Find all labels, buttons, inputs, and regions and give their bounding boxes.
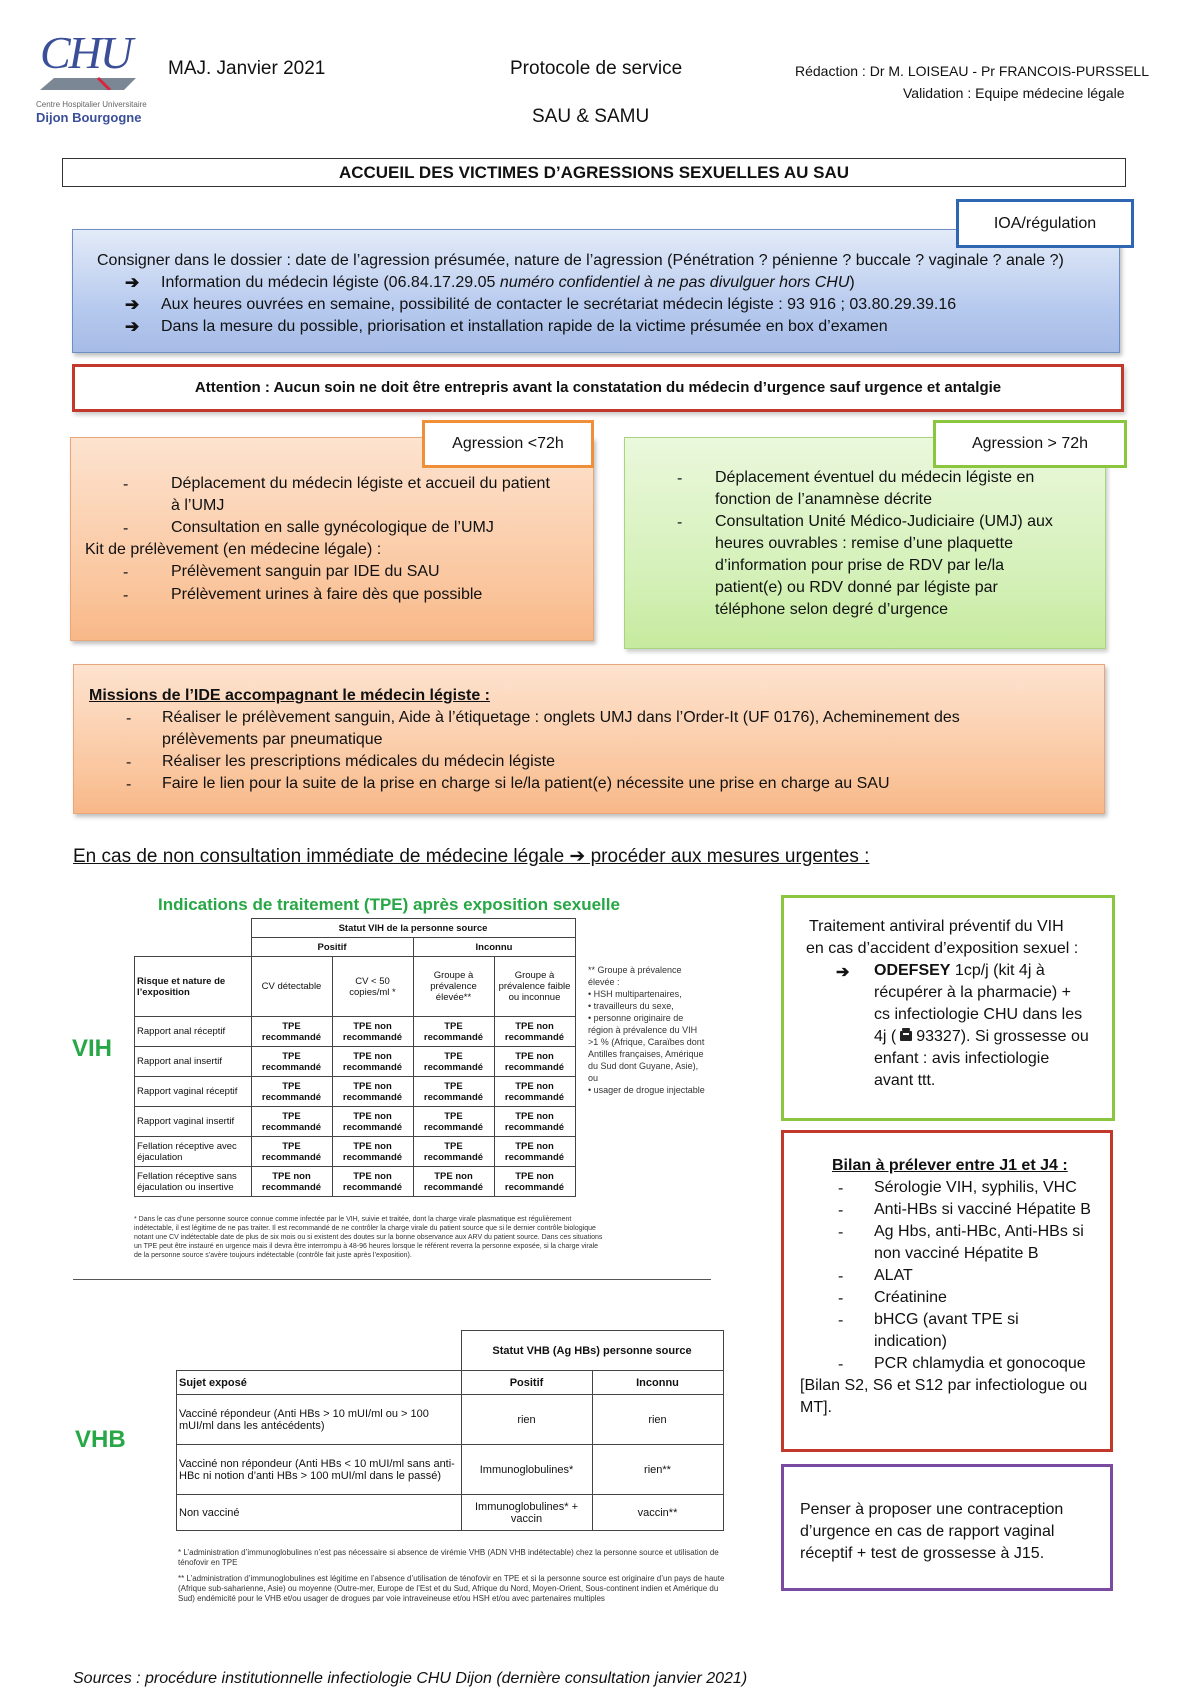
vhb-cell: Immunoglobulines* + vaccin [461, 1495, 592, 1531]
blank-cell [177, 1331, 462, 1371]
attention-banner: Attention : Aucun soin ne doit être entrepris avant la constatation du médecin d’urgence sauf urgence et antalgie [72, 364, 1124, 412]
blank-cell [135, 938, 252, 957]
dash: - [126, 776, 132, 793]
logo-roof-icon [40, 76, 140, 90]
document-title: ACCUEIL DES VICTIMES D’AGRESSIONS SEXUELLES AU SAU [62, 158, 1126, 187]
logo-text: CHU [40, 27, 132, 78]
vih-cell: TPE non recommandé [494, 1017, 575, 1047]
missions-title: Missions de l’IDE accompagnant le médecin légiste : [89, 687, 490, 704]
table-row [177, 1395, 724, 1445]
vih-label: VIH [72, 1035, 113, 1062]
lt72-kit: Kit de prélèvement (en médecine légale) : [85, 541, 382, 558]
tag-less-72h: Agression <72h [422, 420, 594, 468]
dash: - [126, 754, 132, 771]
table-row [135, 1137, 576, 1167]
vih-cell: TPE recommandé [251, 1017, 332, 1047]
vhb-inconnu-header: Inconnu [592, 1371, 723, 1395]
vih-cell: TPE non recommandé [332, 1017, 413, 1047]
ioa-intro: Consigner dans le dossier : date de l’agression présumée, nature de l’agression (Pénétration ? pénienne ? buccale ? vaginale ? anale ?) [97, 252, 1064, 269]
ioa-tag: IOA/régulation [956, 199, 1134, 248]
gt72-line-1b: fonction de l’anamnèse décrite [715, 491, 933, 508]
dash: - [838, 1312, 844, 1329]
vih-cell: TPE non recommandé [332, 1167, 413, 1197]
table-row [135, 1017, 576, 1047]
lt72-line-4: Prélèvement urines à faire dès que possible [171, 586, 483, 603]
vih-cell: TPE recommandé [251, 1077, 332, 1107]
logo-subtitle: Centre Hospitalier Universitaire [36, 100, 147, 109]
dash: - [677, 470, 683, 487]
tav-line-6a: 4j ( [874, 1028, 897, 1045]
service-label: SAU & SAMU [532, 106, 650, 127]
dash: - [126, 710, 132, 727]
vih-cell: TPE non recommandé [332, 1047, 413, 1077]
bilan-item: PCR chlamydia et gonocoque [874, 1355, 1086, 1372]
list-item: • travailleurs du sexe, [588, 1001, 674, 1011]
arrow-icon: ➔ [125, 295, 140, 314]
dash: - [838, 1180, 844, 1197]
table-row [177, 1445, 724, 1495]
high-prevalence-title: ** Groupe à prévalence élevée : [588, 965, 682, 987]
vih-cell: TPE non recommandé [332, 1077, 413, 1107]
list-item: • HSH multipartenaires, [588, 989, 682, 999]
dash: - [838, 1202, 844, 1219]
vih-status-header: Statut VIH de la personne source [251, 919, 575, 938]
mission-3: Faire le lien pour la suite de la prise en charge si le/la patient(e) nécessite une prise en charge au SAU [162, 775, 890, 792]
tav-line-5: cs infectiologie CHU dans les [874, 1006, 1083, 1023]
ioa-item-3: Dans la mesure du possible, priorisation et installation rapide de la victime présumée en box d’examen [161, 318, 888, 335]
bilan-item: indication) [874, 1333, 947, 1350]
vih-cell: TPE recommandé [413, 1077, 494, 1107]
vih-cell: TPE non recommandé [332, 1137, 413, 1167]
vih-cell: TPE non recommandé [251, 1167, 332, 1197]
vhb-cell: vaccin** [592, 1495, 723, 1531]
lt72-line-1a: Déplacement du médecin légiste et accueil du patient [171, 475, 550, 492]
phone-icon [899, 1028, 913, 1042]
chu-logo [34, 26, 146, 126]
tav-line-2: en cas d’accident d’exposition sexuel : [806, 940, 1079, 957]
lt72-line-1b: à l’UMJ [171, 497, 225, 514]
dash: - [838, 1224, 844, 1241]
gt72-line-1a: Déplacement éventuel du médecin légiste en [715, 469, 1035, 486]
vhb-row-label: Vacciné non répondeur (Anti HBs < 10 mUI/ml sans anti-HBc ni notion d’anti HBs > 100 mUI/ml dans le passé) [177, 1445, 462, 1495]
dash: - [123, 564, 129, 581]
list-item-text: usager de drogue injectable [593, 1085, 705, 1095]
dash: - [838, 1268, 844, 1285]
ioa-item-1-end: ) [849, 274, 855, 291]
vih-cell: TPE recommandé [251, 1137, 332, 1167]
missions-box [73, 664, 1105, 814]
vhb-footnote-2: ** L’administration d’immunoglobulines est légitime en l’absence d’utilisation de ténofovir en TPE et si la personne source est originaire d’un pays de haute (Afrique sub-saharienne, Asie) ou moyenne (Outre-mer, Europe de l’Est et du Sud, Afrique du Nord, Moyen-Orient, Sous-continent indien et Amérique du Sud) endémicité pour le VHB et/ou usager de drogues par voie intraveineuse et/ou HSH et/ou avec partenaires multiples [178, 1574, 725, 1603]
bilan-item: Ag Hbs, anti-HBc, Anti-HBs si [874, 1223, 1084, 1240]
arrow-icon: ➔ [836, 964, 850, 981]
mission-2: Réaliser les prescriptions médicales du médecin légiste [162, 753, 556, 770]
vhb-table [176, 1330, 724, 1531]
list-item-text: travailleurs du sexe, [593, 1001, 674, 1011]
vhb-cell: Immunoglobulines* [461, 1445, 592, 1495]
vih-col-header: CV < 50 copies/ml * [332, 957, 413, 1017]
vhb-status-header: Statut VHB (Ag HBs) personne source [461, 1331, 723, 1371]
vih-cell: TPE non recommandé [494, 1167, 575, 1197]
vih-cell: TPE recommandé [413, 1107, 494, 1137]
vhb-footnotes [178, 1548, 728, 1604]
validation-credit: Validation : Equipe médecine légale [903, 85, 1125, 101]
vih-row-label: Fellation réceptive avec éjaculation [135, 1137, 252, 1167]
vhb-cell: rien [461, 1395, 592, 1445]
vih-table [134, 918, 576, 1197]
tav-line-3-text: 1cp/j (kit 4j à [950, 962, 1045, 979]
bilan-item: Créatinine [874, 1289, 947, 1306]
vhb-cell: rien [592, 1395, 723, 1445]
bilan-footer-1: [Bilan S2, S6 et S12 par infectiologue ou [800, 1377, 1088, 1394]
vhb-row-label: Vacciné répondeur (Anti HBs > 10 mUI/ml ou > 100 mUI/ml dans les antécédents) [177, 1395, 462, 1445]
gt72-line-2b: heures ouvrables : remise d’une plaquette [715, 535, 1013, 552]
arrow-icon: ➔ [125, 273, 140, 292]
bilan-footer-2: MT]. [800, 1399, 832, 1416]
list-item-text: HSH multipartenaires, [593, 989, 682, 999]
table-row [177, 1495, 724, 1531]
list-item-text: personne originaire de région à prévalence du VIH >1 % (Afrique, Caraïbes dont Antilles françaises, Amérique du Sud dont Guyane, Asie), ou [588, 1013, 705, 1083]
gt72-line-2d: patient(e) ou RDV donné par légiste par [715, 579, 998, 596]
protocol-label: Protocole de service [510, 58, 683, 79]
vih-risk-header: Risque et nature de l’exposition [135, 957, 252, 1017]
mission-1a: Réaliser le prélèvement sanguin, Aide à l’étiquetage : onglets UMJ dans l’Order-It (UF 0176), Acheminement des [162, 709, 960, 726]
gt72-line-2a: Consultation Unité Médico-Judiciaire (UMJ) aux [715, 513, 1053, 530]
vih-cell: TPE recommandé [413, 1017, 494, 1047]
table-row [135, 1167, 576, 1197]
bilan-item: non vacciné Hépatite B [874, 1245, 1039, 1262]
bilan-item: bHCG (avant TPE si [874, 1311, 1019, 1328]
list-item: • usager de drogue injectable [588, 1085, 705, 1095]
vih-cell: TPE non recommandé [413, 1167, 494, 1197]
tav-line-8: avant ttt. [874, 1072, 936, 1089]
ioa-item-1-text: Information du médecin légiste (06.84.17.29.05 [161, 274, 500, 291]
contra-line-2: d’urgence en cas de rapport vaginal [800, 1523, 1055, 1540]
vih-col-header: Groupe à prévalence élevée** [413, 957, 494, 1017]
tav-line-4: récupérer à la pharmacie) + [874, 984, 1071, 1001]
gt72-line-2e: téléphone selon degré d’urgence [715, 601, 949, 618]
vhb-subject-header: Sujet exposé [177, 1371, 462, 1395]
bilan-item: Sérologie VIH, syphilis, VHC [874, 1179, 1077, 1196]
ioa-item-1-italic: numéro confidentiel à ne pas divulguer hors CHU [499, 274, 850, 291]
tav-line-3 [874, 962, 1045, 980]
blank-cell [135, 919, 252, 938]
table-row [135, 1047, 576, 1077]
dash: - [838, 1290, 844, 1307]
bilan-title: Bilan à prélever entre J1 et J4 : [832, 1157, 1068, 1174]
vih-cell: TPE non recommandé [494, 1137, 575, 1167]
dash: - [123, 520, 129, 537]
arrow-icon: ➔ [125, 317, 140, 336]
redaction-credit: Rédaction : Dr M. LOISEAU - Pr FRANCOIS-PURSSELL [795, 63, 1149, 79]
sources-note: Sources : procédure institutionnelle infectiologie CHU Dijon (dernière consultation janvier 2021) [73, 1670, 748, 1687]
urgent-measures-heading: En cas de non consultation immédiate de médecine légale ➔ procéder aux mesures urgentes : [73, 846, 870, 867]
vhb-label: VHB [75, 1426, 126, 1453]
lt72-line-2: Consultation en salle gynécologique de l’UMJ [171, 519, 494, 536]
dash: - [677, 514, 683, 531]
vih-row-label: Rapport anal réceptif [135, 1017, 252, 1047]
bilan-item: ALAT [874, 1267, 913, 1284]
vih-inconnu-header: Inconnu [413, 938, 575, 957]
contra-line-1: Penser à proposer une contraception [800, 1501, 1064, 1518]
vih-col-header: CV détectable [251, 957, 332, 1017]
vhb-cell: rien** [592, 1445, 723, 1495]
update-date: MAJ. Janvier 2021 [168, 58, 326, 79]
vih-cell: TPE recommandé [413, 1137, 494, 1167]
vih-cell: TPE non recommandé [494, 1047, 575, 1077]
vih-cell: TPE recommandé [251, 1047, 332, 1077]
high-prevalence-note [588, 964, 708, 1096]
dash: - [123, 476, 129, 493]
drug-name: ODEFSEY [874, 962, 951, 979]
box-more-72h [624, 437, 1106, 649]
vih-row-label: Rapport vaginal insertif [135, 1107, 252, 1137]
dash: - [838, 1356, 844, 1373]
vih-cell: TPE recommandé [251, 1107, 332, 1137]
antiviral-box [781, 895, 1115, 1121]
vih-cell: TPE non recommandé [332, 1107, 413, 1137]
lt72-line-3: Prélèvement sanguin par IDE du SAU [171, 563, 440, 580]
table-row [135, 1107, 576, 1137]
vih-row-label: Fellation réceptive sans éjaculation ou insertive [135, 1167, 252, 1197]
vhb-positif-header: Positif [461, 1371, 592, 1395]
vih-row-label: Rapport anal insertif [135, 1047, 252, 1077]
ioa-item-2: Aux heures ouvrées en semaine, possibilité de contacter le secrétariat médecin légiste : 93 916 ; 03.80.29.39.16 [161, 296, 957, 313]
tav-line-6 [874, 1028, 1089, 1046]
mission-1b: prélèvements par pneumatique [162, 731, 383, 748]
vih-cell: TPE recommandé [413, 1047, 494, 1077]
logo-city: Dijon Bourgogne [36, 110, 142, 125]
tav-line-7: enfant : avis infectiologie [874, 1050, 1050, 1067]
vhb-row-label: Non vacciné [177, 1495, 462, 1531]
vih-cell: TPE non recommandé [494, 1077, 575, 1107]
vih-table-title: Indications de traitement (TPE) après exposition sexuelle [158, 895, 620, 914]
bilan-item: Anti-HBs si vacciné Hépatite B [874, 1201, 1091, 1218]
vih-footnote: * Dans le cas d’une personne source connue comme infectée par le VIH, suivie et traitée, dont la charge virale plasmatique est régulièrement indétectable, il est légitime de ne pas traiter. Il est recommandé de ne contrôler la charge virale du patient source que si le dernier contrôle biologique notant une CV indétectable date de plus de six mois ou si existent des doutes sur la bonne observance aux ARV du patient source. Dans ces situations un TPE peut être instauré en urgence mais il devra être interrompu à 48-96 heures lorsque le référent reverra la personne exposée, si la charge virale de la personne source s’avère toujours indétectable (contrôle fait juste après l’exposition). [134, 1216, 603, 1259]
dash: - [123, 587, 129, 604]
vih-row-label: Rapport vaginal réceptif [135, 1077, 252, 1107]
contra-line-3: réceptif + test de grossesse à J15. [800, 1545, 1045, 1562]
divider [73, 1279, 711, 1280]
vih-cell: TPE non recommandé [494, 1107, 575, 1137]
list-item: • personne originaire de région à prévalence du VIH >1 % (Afrique, Caraïbes dont Antilles françaises, Amérique du Sud dont Guyane, Asie), ou [588, 1013, 705, 1083]
vhb-footnote-1: * L’administration d’immunoglobulines n’est pas nécessaire si absence de virémie VHB (ADN VHB indétectable) chez la personne source et utilisation de ténofovir en TPE [178, 1548, 719, 1567]
vih-col-header: Groupe à prévalence faible ou inconnue [494, 957, 575, 1017]
table-row [135, 1077, 576, 1107]
bilan-box [781, 1130, 1113, 1452]
vih-positif-header: Positif [251, 938, 413, 957]
tav-line-1: Traitement antiviral préventif du VIH [809, 918, 1064, 935]
gt72-line-2c: d’information pour prise de RDV par le/la [715, 557, 1005, 574]
ioa-item-1 [161, 274, 855, 292]
tag-more-72h: Agression > 72h [933, 420, 1127, 468]
tav-line-6b: 93327). Si grossesse ou [916, 1028, 1089, 1045]
contraception-box [781, 1464, 1113, 1591]
